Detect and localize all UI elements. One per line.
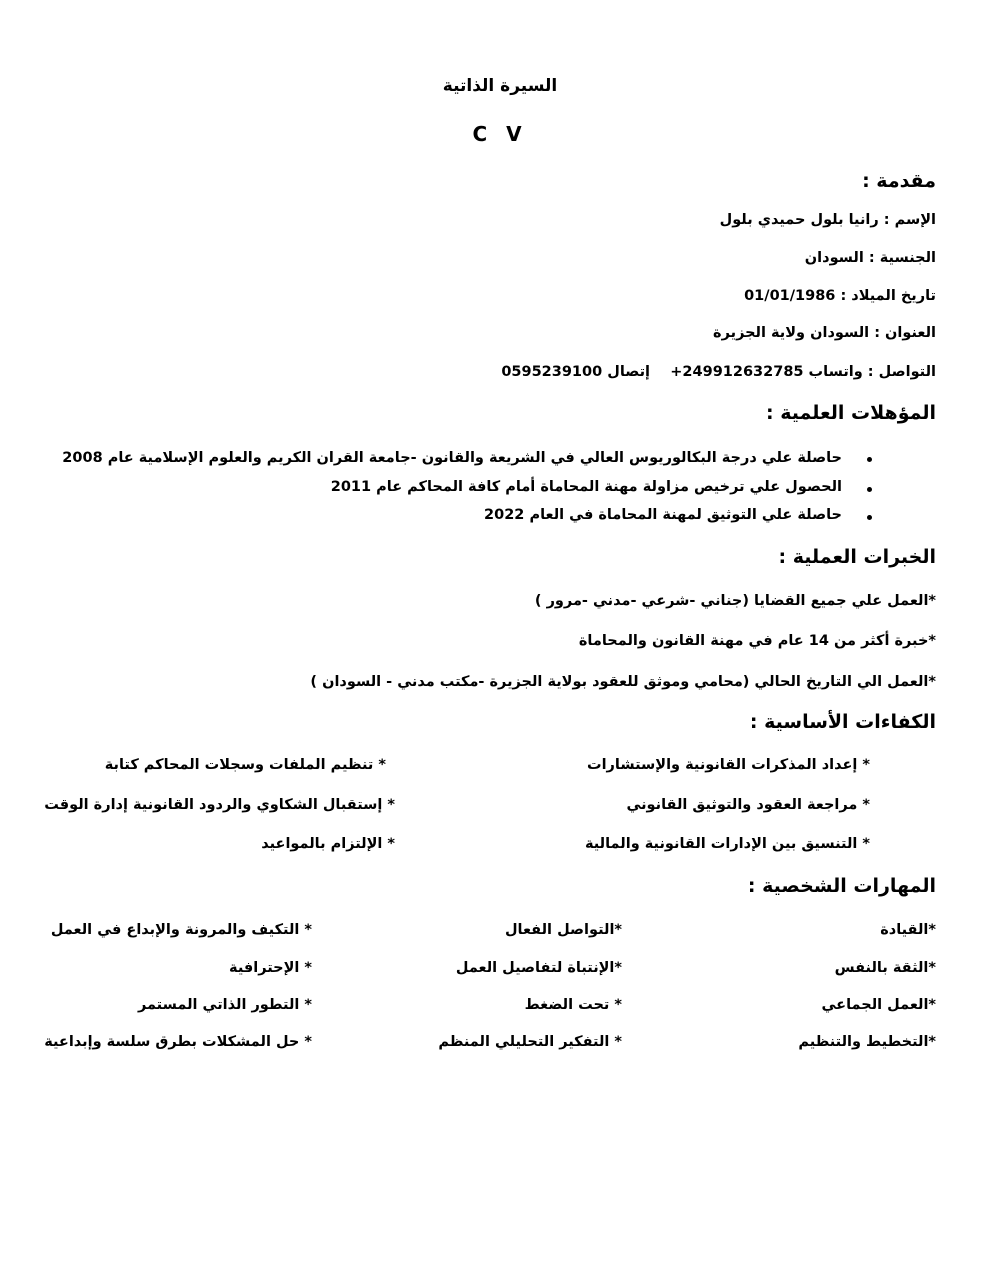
birthdate-line: تاريخ الميلاد : 01/01/1986 bbox=[744, 288, 936, 304]
qualifications-heading: المؤهلات العلمية : bbox=[766, 402, 936, 424]
address-line: العنوان : السودان ولاية الجزيرة bbox=[713, 325, 936, 341]
skill-item: * التكيف والمرونة والإبداع في العمل bbox=[50, 922, 312, 938]
nationality-line: الجنسية : السودان bbox=[804, 250, 936, 266]
skill-item: * تحت الضغط bbox=[524, 997, 622, 1013]
qualification-item: حاصلة علي درجة البكالوريوس العالي في الشريعة والقانون -جامعة القران الكريم والعلوم الإسلامية عام 2008 bbox=[62, 450, 842, 466]
competency-item: * إعداد المذكرات القانونية والإستشارات bbox=[587, 757, 870, 773]
page-title: السيرة الذاتية bbox=[442, 76, 558, 96]
skill-item: *الإنتباة لتفاصيل العمل bbox=[455, 960, 622, 976]
intro-heading: مقدمة : bbox=[862, 170, 936, 192]
competency-item: * التنسيق بين الإدارات القانونية والمالية bbox=[584, 836, 870, 852]
competency-item: * الإلتزام بالمواعيد bbox=[261, 836, 395, 852]
skill-item: * حل المشكلات بطرق سلسة وإبداعية bbox=[44, 1034, 312, 1050]
competency-item: * مراجعة العقود والتوثيق القانوني bbox=[626, 797, 870, 813]
skill-item: *الثقة بالنفس bbox=[834, 960, 936, 976]
contact-call: إتصال 0595239100 bbox=[501, 364, 650, 380]
skill-item: *التخطيط والتنظيم bbox=[798, 1034, 936, 1050]
experience-item: *خبرة أكثر من 14 عام في مهنة القانون والمحاماة bbox=[578, 633, 936, 649]
bullet-dot bbox=[867, 457, 872, 462]
name-line: الإسم : رانيا بلول حميدي بلول bbox=[719, 212, 936, 228]
skill-item: * الإحترافية bbox=[229, 960, 312, 976]
qualification-item: الحصول علي ترخيص مزاولة مهنة المحاماة أمام كافة المحاكم عام 2011 bbox=[330, 479, 842, 495]
skill-item: * التفكير التحليلي المنظم bbox=[438, 1034, 622, 1050]
bullet-dot bbox=[867, 487, 872, 492]
bullet-dot bbox=[867, 515, 872, 520]
page-subtitle: C V bbox=[472, 122, 528, 146]
competency-item: * إستقبال الشكاوي والردود القانونية إدارة الوقت bbox=[44, 797, 395, 813]
experience-heading: الخبرات العملية : bbox=[778, 546, 936, 568]
experience-item: *العمل الي التاريخ الحالي (محامي وموثق للعقود بولاية الجزيرة -مكتب مدني - السودان ) bbox=[310, 674, 936, 690]
experience-item: *العمل علي جميع القضايا (جناني -شرعي -مدني -مرور ) bbox=[534, 593, 936, 609]
competency-item: * تنظيم الملفات وسجلات المحاكم كتابة bbox=[104, 757, 386, 773]
skill-item: *العمل الجماعي bbox=[821, 997, 936, 1013]
skill-item: * التطور الذاتي المستمر bbox=[137, 997, 312, 1013]
skills-heading: المهارات الشخصية : bbox=[747, 875, 936, 897]
skill-item: *القيادة bbox=[880, 922, 936, 938]
contact-whatsapp: التواصل : واتساب 249912632785+ bbox=[670, 364, 936, 380]
qualification-item: حاصلة علي التوثيق لمهنة المحاماة في العام 2022 bbox=[484, 507, 842, 523]
competencies-heading: الكفاءات الأساسية : bbox=[749, 711, 936, 733]
skill-item: *التواصل الفعال bbox=[504, 922, 622, 938]
